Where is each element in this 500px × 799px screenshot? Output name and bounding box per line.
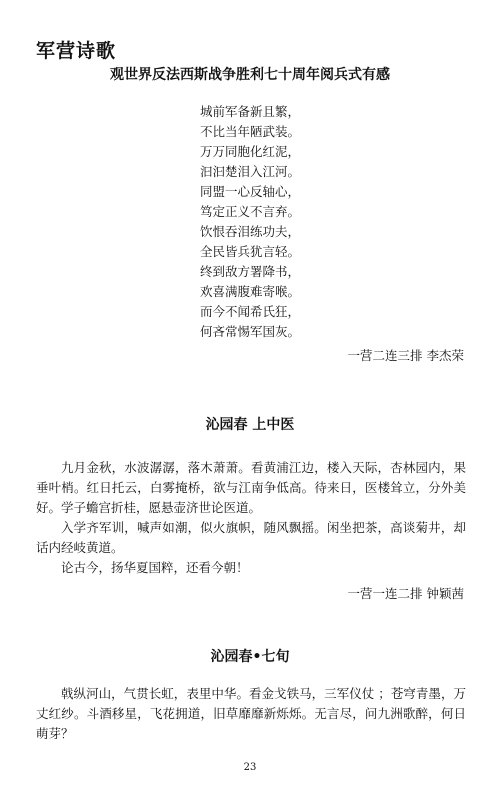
poem-lines <box>200 102 300 342</box>
poem-title: 沁园春•七旬 <box>210 649 290 665</box>
poem-title: 沁园春 上中医 <box>205 417 295 433</box>
poem-line: 而今不闻希氏狂， <box>200 304 301 319</box>
poem-line: 笃定正义不言弃。 <box>200 204 301 219</box>
poem-line: 欢喜满腹难寄喉。 <box>200 284 301 299</box>
paragraph: 戟纵河山，气贯长虹，表里中华。看金戈铁马，三军仪仗 ；苍穹青墨，万丈红纱。斗酒移星，飞花拥道，旧草靡靡新烁烁。无言尽，问九洲歌醉，何日萌芽？ <box>36 686 466 741</box>
poem-line: 城前军备新且繁， <box>200 104 301 119</box>
poem-line: 何吝常惕军国灰。 <box>200 324 301 339</box>
poem-title: 观世界反法西斯战争胜利七十周年阅兵式有感 <box>110 67 390 83</box>
poem-author: 一营一连二排 钟颖茜 <box>347 586 464 601</box>
poem-line: 同盟一心反轴心， <box>200 184 301 199</box>
paragraph: 入学齐军训，喊声如潮，似火旗帜，随风飘摇。闲坐把茶，高谈菊井，却话内经岐黄道。 <box>36 520 466 555</box>
poem-line: 汩汩楚泪入江河。 <box>200 164 301 179</box>
poem-line: 全民皆兵犹言轻。 <box>200 244 301 259</box>
poem-line: 万万同胞化红泥， <box>200 144 301 159</box>
poem-author: 一营二连三排 李杰荣 <box>347 348 464 363</box>
poem-line: 终到敌方署降书， <box>200 264 301 279</box>
paragraph: 九月金秋，水波潺潺，落木萧萧。看黄浦江边，楼入天际，杏林园内，果垂叶梢。红日托云，白雾掩桥，欲与江南争低高。待来日，医楼耸立，分外美好。 <box>36 460 466 515</box>
paragraph: 学子蟾宫折桂，愿悬壶济世论医道。 <box>61 500 262 515</box>
page-number: 23 <box>243 762 257 773</box>
poem-line: 不比当年陋武装。 <box>200 124 301 139</box>
section-title: 军营诗歌 <box>36 40 117 62</box>
paragraph: 论古今，扬华夏国粹，还看今朝！ <box>61 560 249 575</box>
poem-line: 饮恨吞泪练功夫， <box>200 224 301 239</box>
